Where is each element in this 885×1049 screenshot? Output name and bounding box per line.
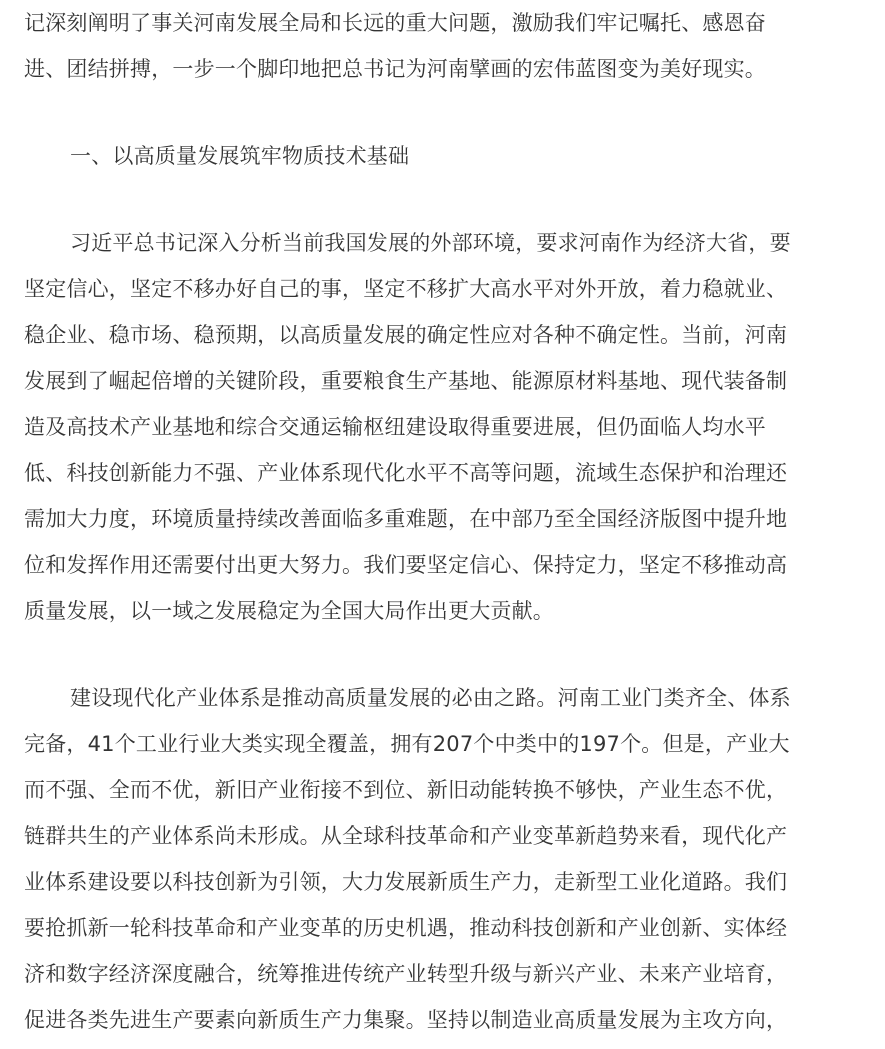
paragraph-2 (24, 675, 864, 1043)
text-line: 建设现代化产业体系是推动高质量发展的必由之路。河南工业门类齐全、体系 (70, 686, 791, 710)
text-line: 需加大力度，环境质量持续改善面临多重难题，在中部乃至全国经济版图中提升地 (24, 507, 788, 531)
section-heading-block (24, 133, 864, 179)
text-line: 稳企业、稳市场、稳预期，以高质量发展的确定性应对各种不确定性。当前，河南 (24, 323, 788, 347)
text-line: 习近平总书记深入分析当前我国发展的外部环境，要求河南作为经济大省，要 (70, 231, 791, 255)
text-line: 质量发展，以一域之发展稳定为全国大局作出更大贡献。 (24, 599, 554, 623)
text-line: 济和数字经济深度融合，统筹推进传统产业转型升级与新兴产业、未来产业培育， (24, 962, 788, 986)
paragraph-gap (24, 179, 864, 220)
text-line: 低、科技创新能力不强、产业体系现代化水平不高等问题，流域生态保护和治理还 (24, 461, 788, 485)
text-line: 链群共生的产业体系尚未形成。从全球科技革命和产业变革新趋势来看，现代化产 (24, 824, 788, 848)
paragraph-1 (24, 220, 864, 634)
paragraph-gap (24, 634, 864, 675)
paragraph-gap (24, 92, 864, 133)
text-line: 完备，41个工业行业大类实现全覆盖，拥有207个中类中的197个。但是，产业大 (24, 732, 790, 756)
intro-paragraph (24, 0, 864, 92)
text-line: 而不强、全而不优，新旧产业衔接不到位、新旧动能转换不够快，产业生态不优， (24, 778, 788, 802)
text-line: 位和发挥作用还需要付出更大努力。我们要坚定信心、保持定力，坚定不移推动高 (24, 553, 788, 577)
text-line: 进、团结拼搏，一步一个脚印地把总书记为河南擘画的宏伟蓝图变为美好现实。 (24, 57, 766, 81)
text-line: 造及高技术产业基地和综合交通运输枢纽建设取得重要进展，但仍面临人均水平 (24, 415, 766, 439)
text-line: 促进各类先进生产要素向新质生产力集聚。坚持以制造业高质量发展为主攻方向， (24, 1008, 788, 1032)
text-line: 坚定信心，坚定不移办好自己的事，坚定不移扩大高水平对外开放，着力稳就业、 (24, 277, 788, 301)
text-line: 发展到了崛起倍增的关键阶段，重要粮食生产基地、能源原材料基地、现代装备制 (24, 369, 788, 393)
text-line: 记深刻阐明了事关河南发展全局和长远的重大问题，激励我们牢记嘱托、感恩奋 (24, 11, 766, 35)
text-line: 要抢抓新一轮科技革命和产业变革的历史机遇，推动科技创新和产业创新、实体经 (24, 916, 788, 940)
text-line: 业体系建设要以科技创新为引领，大力发展新质生产力，走新型工业化道路。我们 (24, 870, 788, 894)
article-body (24, 0, 864, 1043)
section-heading: 一、以高质量发展筑牢物质技术基础 (70, 144, 410, 168)
